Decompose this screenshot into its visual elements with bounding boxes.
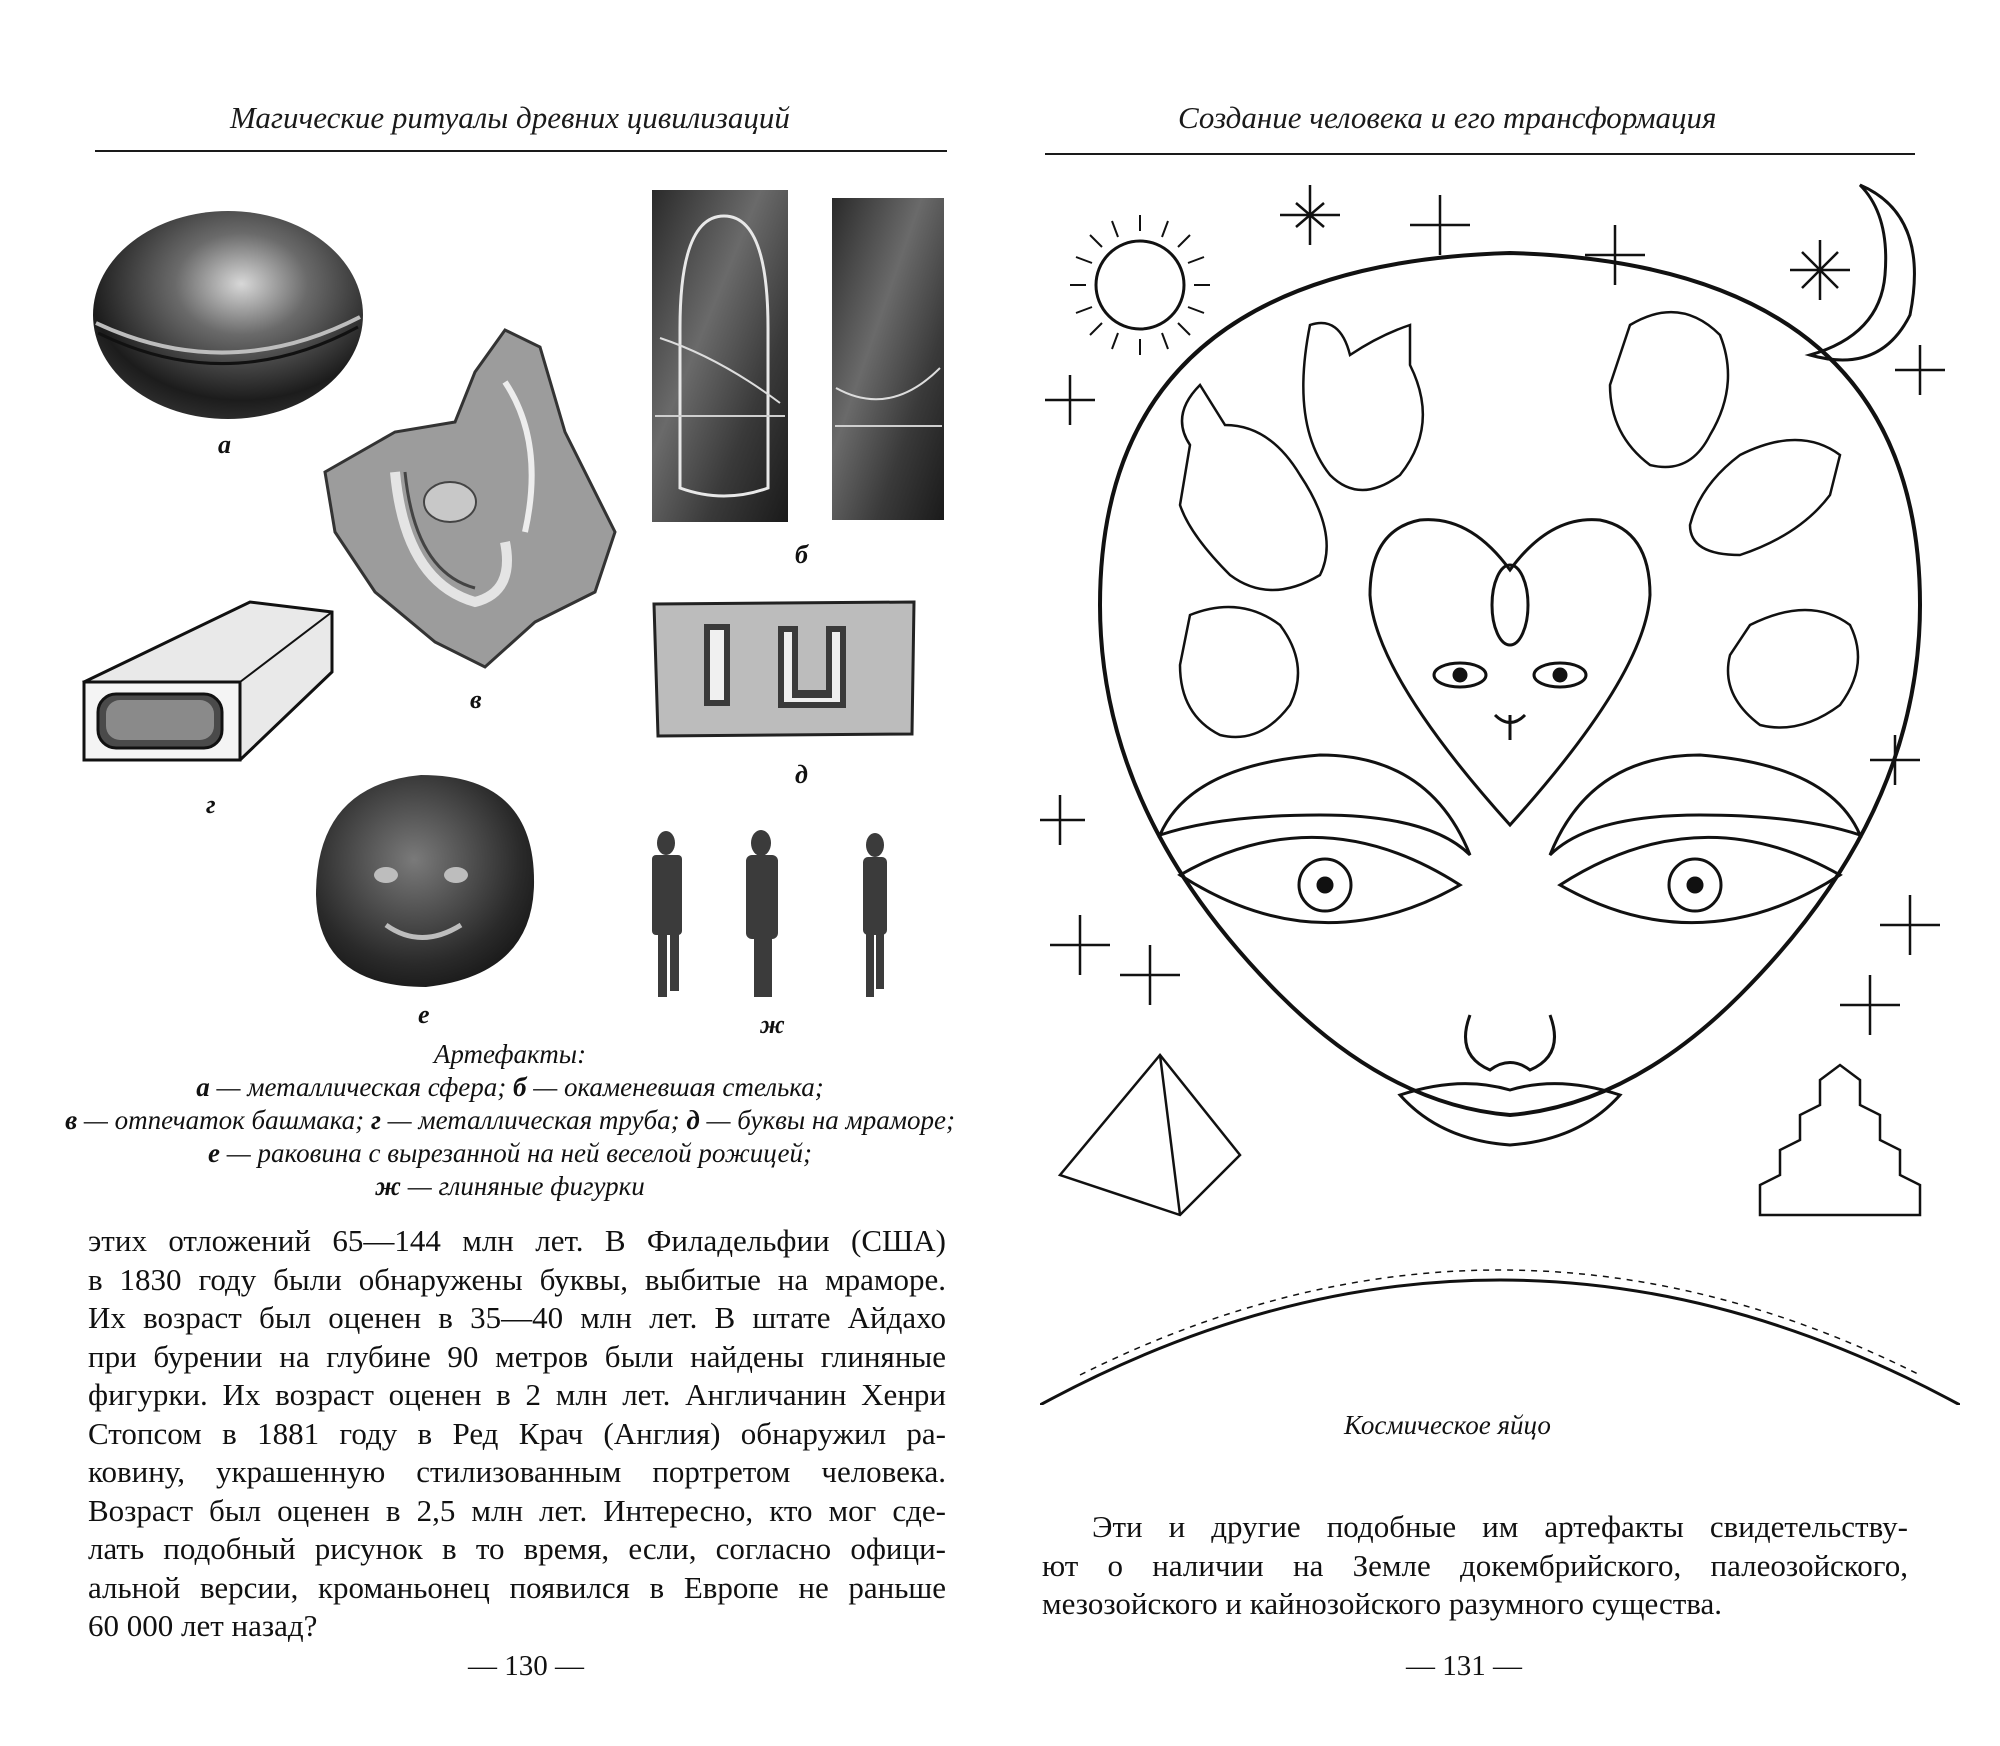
caption-key-zh: ж: [375, 1171, 401, 1201]
caption-text-d: — буквы на мраморе;: [699, 1105, 955, 1135]
caption-key-e: е: [208, 1138, 221, 1168]
egg-head: [1100, 253, 1920, 1115]
stepped-pyramid-right: [1760, 1065, 1920, 1215]
animal-heads: [1180, 312, 1858, 737]
right-brow: [1550, 755, 1860, 855]
figure-caption-cosmic-egg: Космическое яйцо: [1344, 1410, 1551, 1440]
caption-text-zh: — глиняные фигурки: [400, 1171, 645, 1201]
right-page: [1000, 0, 2000, 1746]
cosmic-egg-illustration: [1040, 175, 1960, 1405]
body-text-left: [88, 1222, 946, 1646]
figure-label-b: б: [795, 540, 808, 569]
figure-zh-clay-figurines: [630, 825, 900, 1005]
body-line: в 1830 году были обнаружены буквы, выбитые на мраморе.: [88, 1261, 946, 1297]
body-line: Их возраст был оценен в 35—40 млн лет. В штате Айдахо: [88, 1300, 946, 1335]
figure-label-zh: ж: [760, 1010, 785, 1039]
body-line: ют о наличии на Земле докембрийского, палеозойского,: [1042, 1547, 1908, 1583]
figure-b-petrified-insole: [650, 188, 950, 528]
figure-label-d: д: [795, 760, 808, 789]
body-line: альной версии, кроманьонец появился в Европе не раньше: [88, 1569, 946, 1605]
figure-v-shoe-print: [315, 322, 625, 672]
caption-key-v: в: [65, 1105, 78, 1135]
caption-text-b: — окаменевшая стелька;: [526, 1072, 824, 1102]
caption-text-e: — раковина с вырезанной на ней веселой рожицей;: [220, 1138, 812, 1168]
page-number-left: — 130 —: [468, 1650, 584, 1682]
caption-text-a: — металлическая сфера;: [209, 1072, 513, 1102]
nose: [1466, 1015, 1555, 1070]
figure-label-g: г: [206, 790, 216, 819]
caption-key-a: а: [196, 1072, 210, 1102]
caption-title: Артефакты:: [433, 1039, 587, 1069]
figure-label-a: а: [218, 430, 231, 459]
body-text-right: [1042, 1508, 1908, 1624]
caption-key-b: б: [512, 1072, 527, 1102]
figure-g-metal-tube: [80, 592, 340, 772]
figure-caption-artifacts: [60, 1038, 960, 1203]
caption-text-g: — металлическая труба;: [380, 1105, 687, 1135]
left-brow: [1160, 755, 1470, 855]
body-line: при бурении на глубине 90 метров были найдены глиняные: [88, 1338, 946, 1374]
caption-key-d: д: [686, 1105, 700, 1135]
sun-icon: [1070, 215, 1210, 355]
caption-text-v: — отпечаток башмака;: [77, 1105, 371, 1135]
planet-arc: [1040, 1280, 1960, 1405]
body-line: этих отложений 65—144 млн лет. В Филадельфии (США): [88, 1223, 946, 1258]
caption-key-g: г: [370, 1105, 381, 1135]
pyramid-left: [1060, 1055, 1240, 1215]
header-rule-left: [95, 150, 947, 152]
body-line: 60 000 лет назад?: [88, 1608, 318, 1643]
body-line: лать подобный рисунок в то время, если, согласно офици-: [88, 1531, 946, 1566]
page-number-right: — 131 —: [1406, 1650, 1522, 1682]
figure-label-v: в: [470, 685, 482, 714]
body-line: Стопсом в 1881 году в Ред Крач (Англия) обнаружил ра-: [88, 1415, 946, 1451]
running-head-left: Магические ритуалы древних цивилизаций: [230, 100, 790, 135]
figure-e-carved-shell: [296, 765, 546, 995]
figure-label-e: е: [418, 1000, 430, 1029]
body-line: фигурки. Их возраст оценен в 2 млн лет. Англичанин Хенри: [88, 1377, 946, 1412]
body-line: ковину, украшенную стилизованным портретом человека.: [88, 1454, 946, 1489]
body-line: мезозойского и кайнозойского разумного существа.: [1042, 1586, 1723, 1621]
body-line: Возраст был оценен в 2,5 млн лет. Интересно, кто мог сде-: [88, 1492, 946, 1528]
header-rule-right: [1045, 153, 1915, 155]
body-line: Эти и другие подобные им артефакты свидетельству-: [1092, 1509, 1908, 1544]
figure-d-letters-on-marble: [650, 598, 920, 740]
caption-lines: [60, 1071, 960, 1203]
moon-icon: [1810, 185, 1914, 360]
running-head-right: Создание человека и его трансформация: [1178, 100, 1717, 135]
